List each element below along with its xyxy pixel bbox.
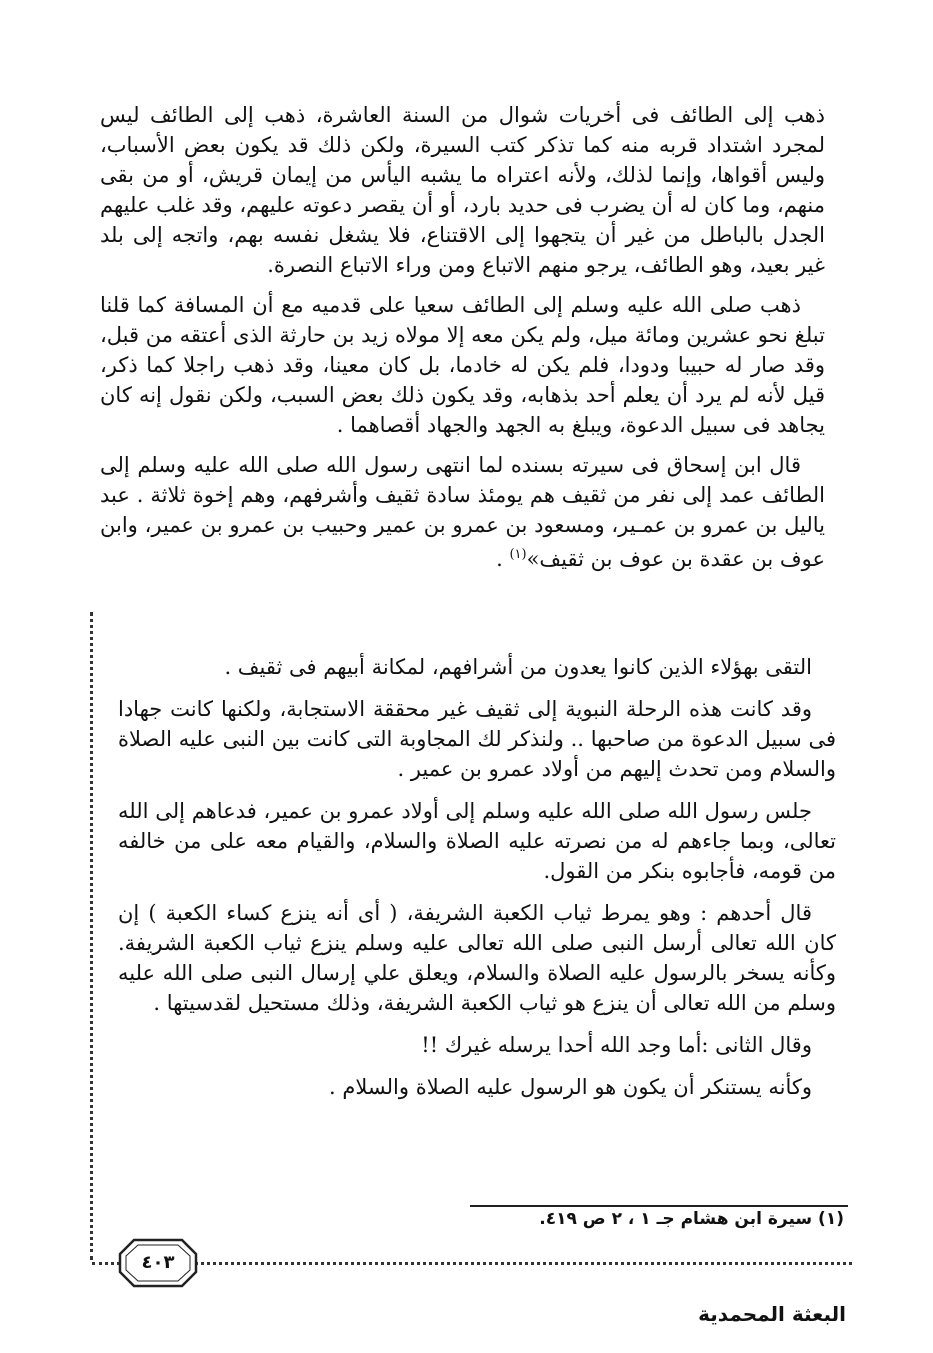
page-number-badge xyxy=(118,1238,198,1288)
paragraph: ذهب إلى الطائف فى أخريات شوال من السنة العاشرة، ذهب إلى الطائف ليس لمجرد اشتداد قربه منه كما تذكر كتب السيرة، ولكن ذلك قد يكون بعض الأسباب، وليس أقواها، وإنما لذلك، ولأنه اعتراه ما يشبه اليأس من إيمان قريش، أو من بقى منهم، وما كان له أن يضرب فى حديد بارد، أو أن يقصر دعوته عليهم، وقد غلب عليهم الجدل بالباطل من غير أن يتجهوا إلى الاقتناع، فلا يشغل نفسه بهم، واتجه إلى بلد غير بعيد، وهو الطائف، يرجو منهم الاتباع ومن وراء الاتباع النصرة. xyxy=(100,103,825,277)
paragraph: جلس رسول الله صلى الله عليه وسلم إلى أولاد عمرو بن عمير، فدعاهم إلى الله تعالى، وبما جاءهم له من نصرته عليه الصلاة والسلام، والقيام معه على من خالفه من قومه، فأجابوه بنكر من القول. xyxy=(118,799,836,883)
framed-text-block xyxy=(118,652,836,1114)
dotted-frame-left xyxy=(90,612,93,1260)
paragraph: وقد كانت هذه الرحلة النبوية إلى ثقيف غير محققة الاستجابة، ولكنها كانت جهادا فى سبيل الدعوة من صاحبها .. ولنذكر لك المجاوبة التى كانت بين النبى عليه الصلاة والسلام ومن تحدث إليهم من أولاد عمرو بن عمير . xyxy=(118,697,836,781)
paragraph: ذهب صلى الله عليه وسلم إلى الطائف سعيا على قدميه مع أن المسافة كما قلنا تبلغ نحو عشرين ومائة ميل، ولم يكن معه إلا مولاه زيد بن حارثة الذى أعتقه من قبل، وقد صار له حبيبا ودودا، فلم يكن له خادما، بل كان معينا، وقد ذهب راجلا كما ذكر، قيل لأنه لم يرد أن يعلم أحد بذهابه، وقد يكون ذلك بعض السبب، ولكن نقول إنه كان يجاهد فى سبيل الدعوة، ويبلغ به الجهد والجهاد أقصاهما . xyxy=(100,293,825,437)
page-number: ٤٠٣ xyxy=(141,1252,175,1273)
paragraph: وكأنه يستنكر أن يكون هو الرسول عليه الصلاة والسلام . xyxy=(329,1075,812,1099)
paragraph: وقال الثانى :أما وجد الله أحدا يرسله غيرك !! xyxy=(421,1033,812,1057)
dotted-frame-bottom xyxy=(92,1262,852,1265)
quote-text: قال ابن إسحاق فى سيرته بسنده لما انتهى رسول الله صلى الله عليه وسلم إلى الطائف عمد إلى نفر من ثقيف هم يومئذ سادة ثقيف وأشرفهم، وهم إخوة ثلاثة . عبد ياليل بن عمرو بن عمـير، ومسعود بن عمرو بن عمير وحبيب بن عمرو بن عمير، وابن عوف بن عقدة بن عوف بن ثقيف» xyxy=(100,453,825,571)
footnote-marker: (١) xyxy=(509,547,527,562)
top-text-block xyxy=(100,100,825,584)
paragraph: قال أحدهم : وهو يمرط ثياب الكعبة الشريفة، ( أى أنه ينزع كساء الكعبة ) إن كان الله تعالى أرسل النبى صلى الله تعالى عليه وسلم ينزع ثياب الكعبة الشريفة. وكأنه يسخر بالرسول عليه الصلاة والسلام، ويعلق علي إرسال النبى صلى الله عليه وسلم من الله تعالى أن ينزع هو ثياب الكعبة الشريفة، وذلك مستحيل لقدسيتها . xyxy=(118,901,836,1015)
paragraph: التقى بهؤلاء الذين كانوا يعدون من أشرافهم، لمكانة أبيهم فى ثقيف . xyxy=(224,655,812,679)
quote-end: . xyxy=(496,547,510,571)
footnote: (١) سيرة ابن هشام جـ ١ ، ٢ ص ٤١٩. xyxy=(539,1209,844,1229)
quote-paragraph xyxy=(100,450,825,574)
footnote-divider xyxy=(470,1205,848,1207)
running-title: البعثة المحمدية xyxy=(698,1302,846,1326)
